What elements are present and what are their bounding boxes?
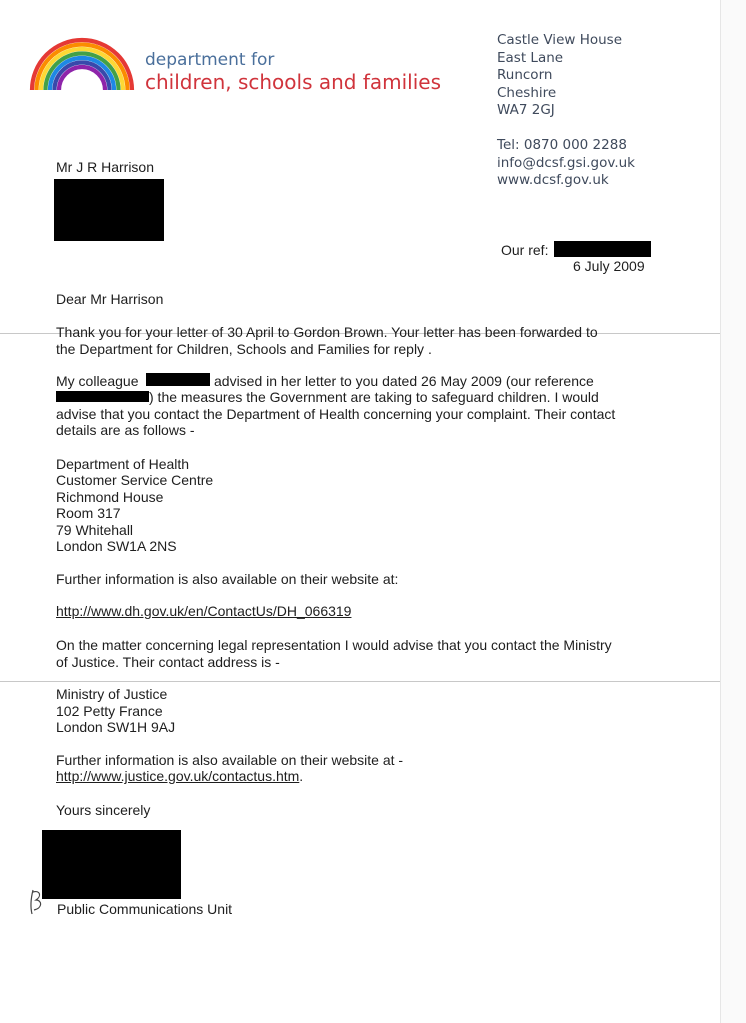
- address-line: Castle View House: [497, 32, 623, 48]
- paragraph-line: My colleague: [56, 373, 139, 389]
- moj-address-line: London SW1H 9AJ: [56, 719, 176, 735]
- moj-website-row: [56, 768, 303, 785]
- moj-website-link[interactable]: http://www.justice.gov.uk/contactus.htm: [56, 768, 300, 784]
- paragraph-line: of Justice. Their contact address is -: [56, 654, 280, 670]
- signatory-unit: Public Communications Unit: [57, 901, 233, 917]
- paragraph-line: details are as follows -: [56, 422, 195, 438]
- department-line-1: department for: [145, 50, 275, 70]
- moj-address-line: Ministry of Justice: [56, 686, 168, 702]
- redacted-address: [54, 179, 164, 241]
- reference-label: Our ref:: [501, 242, 549, 258]
- address-line: Runcorn: [497, 67, 553, 83]
- paragraph-line: ) the measures the Government are taking to safeguard children. I would: [149, 389, 599, 405]
- closing: Yours sincerely: [56, 802, 151, 818]
- telephone: Tel: 0870 000 2288: [497, 137, 627, 153]
- paragraph-line: Thank you for your letter of 30 April to Gordon Brown. Your letter has been forwarded to: [56, 324, 598, 340]
- website: www.dcsf.gov.uk: [497, 172, 609, 188]
- rainbow-logo-icon: [28, 36, 136, 94]
- paragraph-line: advised in her letter to you dated 26 May 2009 (our reference: [214, 373, 594, 389]
- doh-address-line: 79 Whitehall: [56, 522, 134, 538]
- moj-address-line: 102 Petty France: [56, 703, 163, 719]
- doh-address-line: Department of Health: [56, 456, 190, 472]
- redacted-signature: [42, 830, 181, 899]
- further-info-line: Further information is also available on their website at -: [56, 752, 404, 768]
- doh-address-line: London SW1A 2NS: [56, 538, 177, 554]
- fold-line: [0, 681, 720, 682]
- doh-website-link[interactable]: http://www.dh.gov.uk/en/ContactUs/DH_066319: [56, 603, 352, 619]
- doh-address-line: Richmond House: [56, 489, 164, 505]
- paragraph-line: the Department for Children, Schools and Families for reply .: [56, 341, 432, 357]
- redacted-reference-number: [56, 391, 149, 402]
- paragraph-line: advise that you contact the Department of Health concerning your complaint. Their contact: [56, 406, 616, 422]
- letter-date: 6 July 2009: [573, 258, 645, 274]
- redacted-reference: [554, 241, 651, 257]
- address-line: Cheshire: [497, 84, 557, 101]
- address-line: East Lane: [497, 49, 564, 66]
- sender-address: [497, 32, 622, 120]
- email: info@dcsf.gsi.gov.uk: [497, 154, 635, 171]
- link-suffix: .: [299, 768, 304, 784]
- department-line-2: children, schools and families: [145, 70, 442, 94]
- doh-address-line: Customer Service Centre: [56, 472, 214, 488]
- sender-contact: [497, 137, 635, 190]
- handwritten-initial-icon: [28, 888, 48, 916]
- doh-address-line: Room 317: [56, 505, 121, 521]
- salutation: Dear Mr Harrison: [56, 291, 164, 307]
- further-info-line: Further information is also available on their website at:: [56, 571, 399, 587]
- paragraph-line: On the matter concerning legal representation I would advise that you contact the Ministry: [56, 637, 612, 653]
- redacted-name: [146, 373, 210, 386]
- recipient-name: Mr J R Harrison: [56, 159, 155, 175]
- scan-edge: [720, 0, 746, 1023]
- department-name: [145, 50, 441, 94]
- address-line: WA7 2GJ: [497, 102, 555, 118]
